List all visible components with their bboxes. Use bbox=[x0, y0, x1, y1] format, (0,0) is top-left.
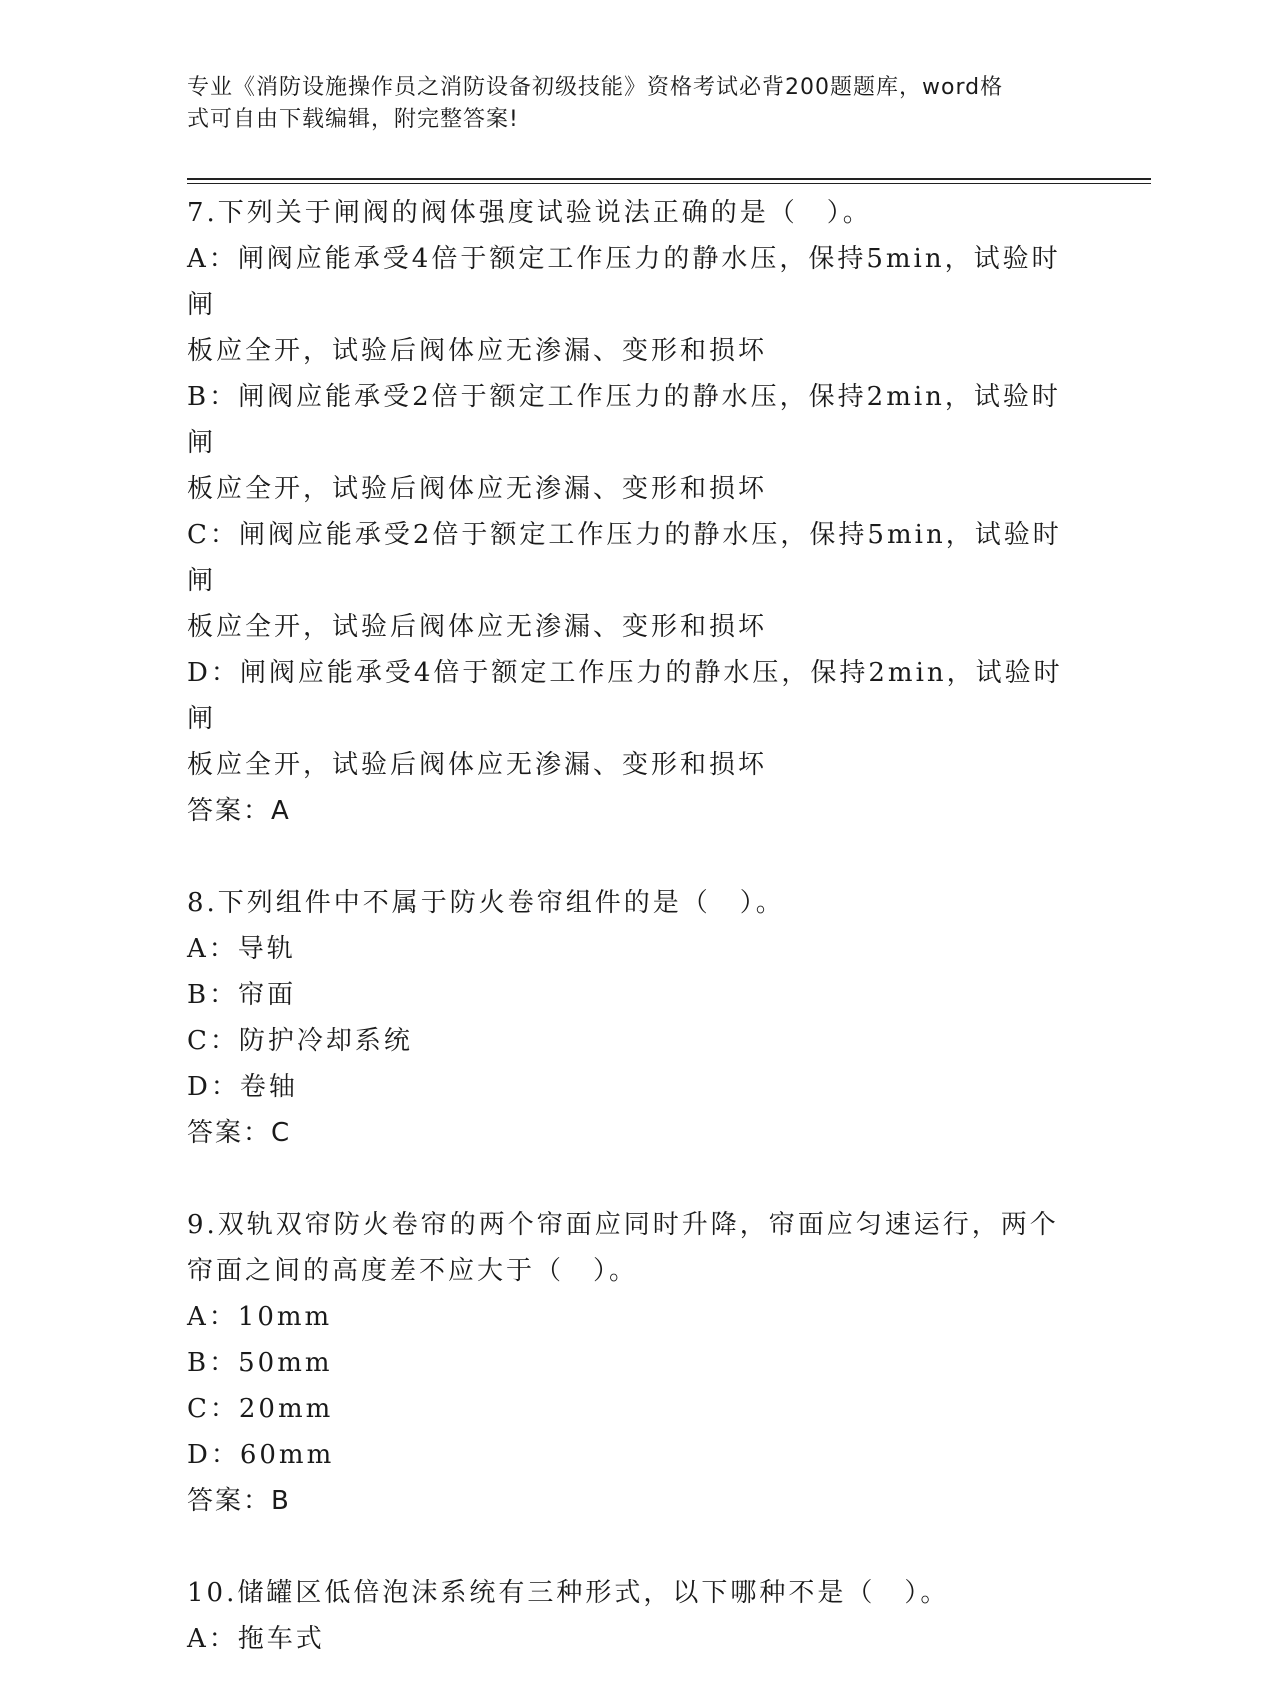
answer-label: 答案：B bbox=[187, 1486, 291, 1516]
option-c: C：防护冷却系统 bbox=[187, 1026, 413, 1056]
question-stem: 10.储罐区低倍泡沫系统有三种形式，以下哪种不是（ ）。 bbox=[187, 1578, 950, 1608]
question-list bbox=[187, 190, 1087, 1708]
answer-label: 答案：A bbox=[187, 796, 291, 826]
option-text: D：闸阀应能承受4倍于额定工作压力的静水压，保持2min，试验时闸 bbox=[187, 658, 1063, 734]
question-stem: 7.下列关于闸阀的阀体强度试验说法正确的是（ ）。 bbox=[187, 198, 872, 228]
option-text: B：闸阀应能承受2倍于额定工作压力的静水压，保持2min，试验时闸 bbox=[187, 382, 1061, 458]
option-c: C：20mm bbox=[187, 1394, 334, 1424]
option-text: 板应全开，试验后阀体应无渗漏、变形和损坏 bbox=[187, 336, 768, 366]
header-divider-thick bbox=[187, 178, 1151, 180]
option-b: B：50mm bbox=[187, 1348, 333, 1378]
question-7 bbox=[187, 190, 1087, 834]
option-a: A：10mm bbox=[187, 1302, 333, 1332]
option-text: A：闸阀应能承受4倍于额定工作压力的静水压，保持5min，试验时闸 bbox=[187, 244, 1061, 320]
option-d: D：卷轴 bbox=[187, 1072, 298, 1102]
question-10 bbox=[187, 1570, 1087, 1662]
option-text: C：闸阀应能承受2倍于额定工作压力的静水压，保持5min，试验时闸 bbox=[187, 520, 1062, 596]
document-header bbox=[187, 72, 1067, 136]
option-text: 板应全开，试验后阀体应无渗漏、变形和损坏 bbox=[187, 474, 768, 504]
header-line-2: 式可自由下载编辑，附完整答案! bbox=[187, 107, 519, 132]
option-a: A：拖车式 bbox=[187, 1624, 325, 1654]
option-a bbox=[187, 236, 1087, 374]
question-9 bbox=[187, 1202, 1087, 1524]
option-text: 板应全开，试验后阀体应无渗漏、变形和损坏 bbox=[187, 612, 768, 642]
header-line-1: 专业《消防设施操作员之消防设备初级技能》资格考试必背200题题库，word格 bbox=[187, 75, 1004, 100]
question-stem: 帘面之间的高度差不应大于（ ）。 bbox=[187, 1256, 639, 1286]
option-b: B：帘面 bbox=[187, 980, 297, 1010]
header-divider-thin bbox=[187, 183, 1151, 184]
option-c bbox=[187, 512, 1087, 650]
answer-label: 答案：C bbox=[187, 1118, 292, 1148]
question-8 bbox=[187, 880, 1087, 1156]
option-a: A：导轨 bbox=[187, 934, 296, 964]
question-stem: 8.下列组件中不属于防火卷帘组件的是（ ）。 bbox=[187, 888, 785, 918]
option-d: D：60mm bbox=[187, 1440, 335, 1470]
question-stem: 9.双轨双帘防火卷帘的两个帘面应同时升降，帘面应匀速运行，两个 bbox=[187, 1210, 1059, 1240]
option-text: 板应全开，试验后阀体应无渗漏、变形和损坏 bbox=[187, 750, 768, 780]
option-d bbox=[187, 650, 1087, 788]
option-b bbox=[187, 374, 1087, 512]
